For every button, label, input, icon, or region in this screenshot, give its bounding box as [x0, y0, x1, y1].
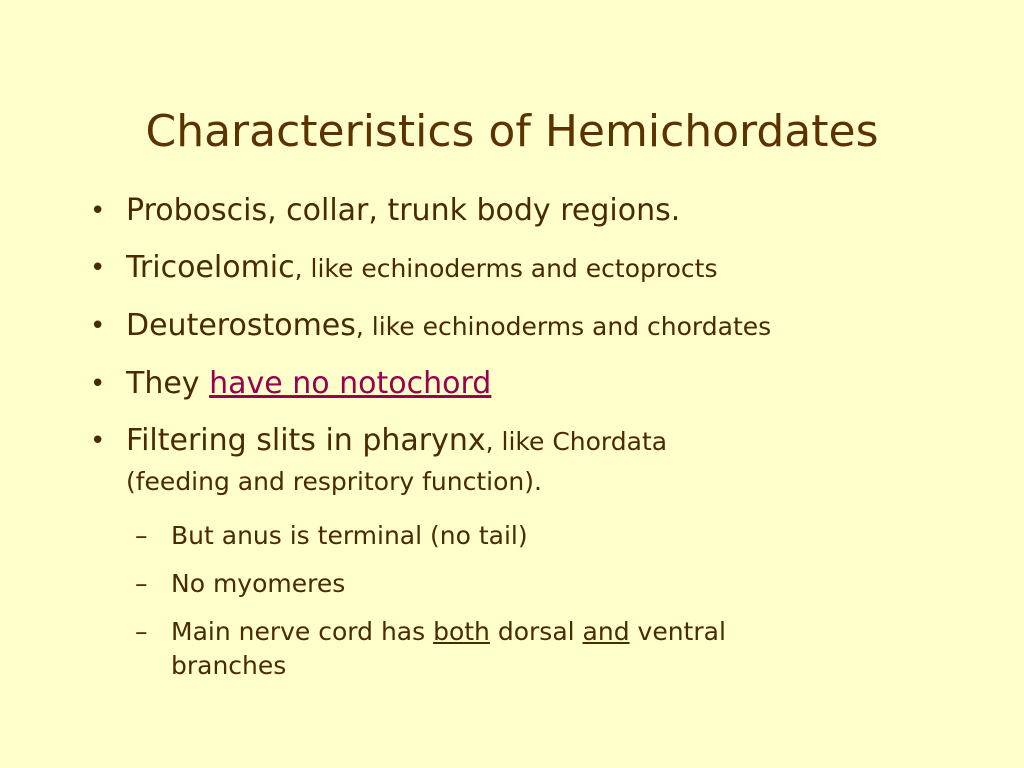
bullet-list — [90, 190, 990, 516]
bullet-marker: • — [90, 196, 106, 226]
bullet-text: They — [126, 366, 210, 401]
dash-marker: – — [135, 521, 148, 550]
sub-list-item — [135, 519, 935, 553]
list-item — [90, 305, 990, 348]
list-item — [90, 247, 990, 290]
bullet-marker: • — [90, 311, 106, 341]
list-item — [90, 363, 990, 405]
bullet-marker: • — [90, 253, 106, 283]
bullet-note: , like Chordata — [485, 427, 668, 456]
underlined-word: and — [582, 617, 630, 646]
bullet-text: Proboscis, collar, trunk body regions. — [126, 193, 681, 228]
bullet-text: Deuterostomes — [126, 308, 356, 343]
sub-bullet-text: Main nerve cord has — [171, 617, 434, 646]
bullet-marker: • — [90, 426, 106, 456]
sub-bullet-text: No myomeres — [171, 569, 346, 598]
bullet-note: , like echinoderms and chordates — [355, 312, 772, 341]
sub-bullet-list — [135, 519, 935, 697]
notochord-link[interactable]: have no notochord — [209, 366, 492, 401]
sub-bullet-text: ventral — [629, 617, 726, 646]
dash-marker: – — [135, 617, 148, 646]
sub-bullet-text: But anus is terminal (no tail) — [171, 521, 528, 550]
bullet-continuation: (feeding and respritory function). — [126, 467, 542, 496]
sub-bullet-text: dorsal — [489, 617, 583, 646]
dash-marker: – — [135, 569, 148, 598]
list-item — [90, 420, 990, 501]
list-item — [90, 190, 990, 232]
sub-list-item — [135, 615, 935, 683]
bullet-marker: • — [90, 369, 106, 399]
bullet-note: , like echinoderms and ectoprocts — [294, 254, 718, 283]
bullet-text: Tricoelomic — [126, 250, 295, 285]
bullet-text: Filtering slits in pharynx — [126, 423, 486, 458]
underlined-word: both — [433, 617, 490, 646]
slide-title: Characteristics of Hemichordates — [145, 106, 879, 157]
sub-bullet-continuation: branches — [171, 651, 287, 680]
sub-list-item — [135, 567, 935, 601]
